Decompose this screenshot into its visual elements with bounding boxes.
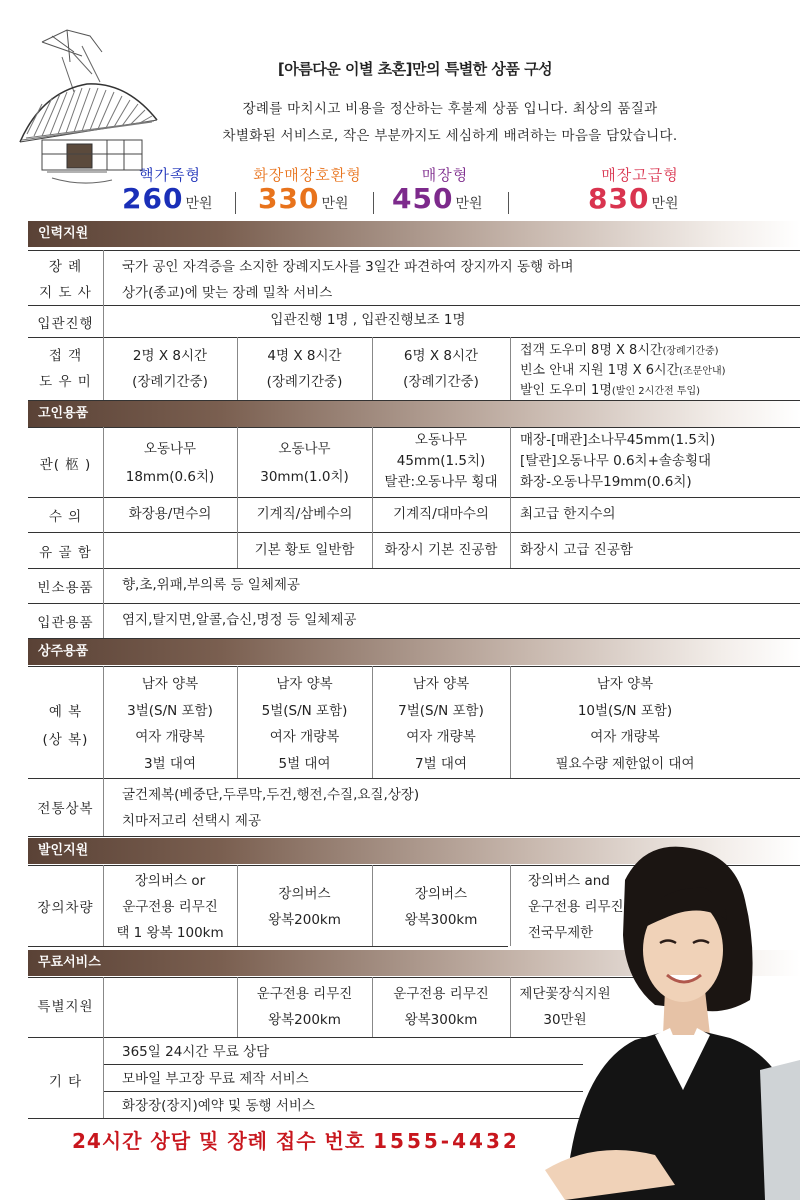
cell-line: 택 1 왕복 100km [116, 925, 224, 941]
cell-line: 장의버스 [278, 886, 331, 902]
cell-line: (장례기간중) [266, 374, 343, 390]
plan-price-1: 260 [122, 182, 184, 215]
row-label-shroud: 수 의 [48, 509, 83, 525]
cell-line: 왕복200km [268, 912, 341, 928]
plan-price-2-wrap [258, 182, 349, 215]
plan-price-1-wrap [122, 182, 213, 215]
section-bar-mourner [28, 639, 800, 665]
cell-line [520, 361, 726, 381]
label-line: 접 객 [48, 348, 83, 364]
cell-line: 여자 개량복 [269, 729, 340, 745]
phone-caption: 24시간 상담 및 장례 접수 번호 [72, 1129, 366, 1153]
page-title: [아름다운 이별 초혼]만의 특별한 상품 구성 [277, 60, 553, 78]
plan-unit-2: 만원 [321, 196, 349, 212]
section-title: 상주용품 [38, 644, 89, 659]
cell-line: 2명 X 8시간 [132, 348, 208, 364]
col-divider [510, 337, 511, 400]
urn-plan-4: 화장시 고급 진공함 [520, 542, 633, 558]
row-label-helper [28, 343, 103, 395]
director-text [122, 254, 573, 306]
label-line: 도 우 미 [39, 374, 92, 390]
text-line: 굴건제복(베중단,두루막,두건,행전,수질,요질,상장) [122, 787, 420, 803]
text-line: 치마저고리 선택시 제공 [122, 813, 261, 829]
cell-note: (장례기간중) [662, 346, 719, 357]
row-divider [28, 836, 800, 837]
urn-plan-3: 화장시 기본 진공함 [384, 542, 498, 558]
cell-line: 매장-[매관]소나무45mm(1.5치) [520, 432, 716, 448]
cell-line: 왕복200km [268, 1012, 341, 1028]
cell-line: 남자 양복 [412, 676, 470, 692]
cell-text: 발인 도우미 1명 [520, 383, 612, 398]
coffining-text: 입관진행 1명 , 입관진행보조 1명 [270, 312, 466, 328]
etc-item-1: 365일 24시간 무료 상담 [122, 1044, 270, 1060]
cell-text: 접객 도우미 8명 X 8시간 [520, 343, 663, 358]
shroud-plan-1: 화장용/면수의 [128, 506, 212, 522]
plan-price-4: 830 [588, 182, 650, 215]
text-line: 국가 공인 자격증을 소지한 장례지도사를 3일간 파견하여 장지까지 동행 하며 [122, 259, 574, 275]
coffin-plan-1 [103, 435, 237, 491]
label-line: 지 도 사 [39, 285, 92, 301]
row-divider [28, 497, 800, 498]
row-divider [28, 427, 800, 428]
row-divider [28, 337, 800, 338]
row-label-altar: 빈소용품 [37, 580, 94, 596]
traditional-text [122, 782, 419, 834]
cell-line: 장의버스 and [528, 873, 610, 889]
section-title: 인력지원 [38, 226, 89, 241]
cell-line: 탈관:오동나무 횡대 [384, 474, 498, 490]
row-divider [28, 532, 800, 533]
cell-line: 전국무제한 [528, 925, 594, 941]
row-label-suit [28, 698, 103, 754]
row-label-urn: 유 골 함 [39, 545, 92, 561]
section-title: 무료서비스 [38, 955, 101, 970]
cell-line: (장례기간중) [132, 374, 208, 390]
row-divider [28, 946, 508, 947]
cell-line: 남자 양복 [596, 676, 654, 692]
section-bar-staff [28, 221, 800, 247]
cell-line: 왕복300km [404, 1012, 478, 1028]
helper-plan-3 [372, 343, 510, 395]
cell-line: 30만원 [543, 1012, 587, 1028]
phone-number[interactable]: 1555-4432 [373, 1129, 520, 1153]
row-label-director [28, 254, 103, 306]
row-divider [28, 250, 800, 251]
coffin-plan-3 [372, 430, 510, 493]
cell-line [520, 341, 726, 361]
cell-line: 3벌(S/N 포함) [127, 702, 213, 719]
label-line: 예 복 [48, 704, 83, 720]
phone-line [72, 1125, 520, 1154]
row-divider [28, 568, 800, 569]
coffin-plan-2 [237, 435, 372, 491]
row-label-coffin: 관( 柩 ) [39, 457, 92, 473]
intro-line-1: 장례를 마치시고 비용을 정산하는 후불제 상품 입니다. 최상의 품질과 [242, 101, 658, 117]
cell-line: 10벌(S/N 포함) [577, 702, 673, 719]
row-divider [28, 666, 800, 667]
cell-line: 오동나무 [278, 441, 331, 457]
special-plan-2 [237, 981, 372, 1033]
special-plan-3 [372, 981, 510, 1033]
row-divider [28, 603, 800, 604]
urn-plan-2: 기본 황토 일반함 [254, 542, 355, 558]
label-line: 장 례 [48, 259, 83, 275]
cell-line: 5벌 대여 [278, 755, 331, 772]
cell-line [520, 381, 726, 401]
helper-plan-1 [103, 343, 237, 395]
cell-line: 여자 개량복 [135, 729, 205, 745]
row-divider [28, 778, 800, 779]
vehicle-plan-3 [372, 881, 510, 933]
vehicle-plan-1 [103, 868, 237, 946]
helper-plan-4 [520, 341, 726, 401]
cell-line: 45mm(1.5치) [396, 453, 486, 469]
plan-unit-3: 만원 [455, 196, 483, 212]
shroud-plan-3: 기계직/대마수의 [393, 506, 489, 522]
cell-line: 운구전용 리무진 [393, 986, 489, 1002]
cell-line: 7벌(S/N 포함) [398, 702, 484, 719]
consultant-woman-photo [505, 840, 800, 1200]
cell-line: 남자 양복 [276, 676, 333, 692]
plan-unit-4: 만원 [651, 196, 679, 212]
row-divider [28, 1118, 588, 1119]
plan-separator [373, 192, 374, 214]
cell-line: 필요수량 제한없이 대여 [555, 755, 695, 772]
cell-text: 빈소 안내 지원 1명 X 6시간 [520, 363, 680, 378]
plan-name-1: 핵가족형 [139, 166, 201, 184]
cell-line: 왕복300km [404, 912, 478, 928]
row-label-etc: 기 타 [48, 1074, 83, 1090]
plan-name-3: 매장형 [421, 166, 469, 184]
cell-line: 장의버스 or [134, 873, 206, 889]
cell-line: 운구전용 리무진 [122, 899, 218, 915]
cell-note: (조문안내) [679, 366, 726, 377]
cell-line: 남자 양복 [141, 676, 199, 692]
etc-item-2: 모바일 부고장 무료 제작 서비스 [122, 1071, 309, 1087]
cell-line: 5벌(S/N 포함) [261, 702, 348, 719]
plan-price-3: 450 [392, 182, 454, 215]
cell-line: 오동나무 [143, 441, 197, 457]
section-title: 발인지원 [38, 843, 89, 858]
row-label-coffining: 입관진행 [37, 316, 94, 332]
helper-plan-2 [237, 343, 372, 395]
cell-line: 장의버스 [414, 886, 468, 902]
cell-line: [탈관]오동나무 0.6치+솔송횡대 [520, 453, 712, 469]
cell-line: 운구전용 리무진 [256, 986, 353, 1002]
row-label-coffin-goods: 입관용품 [37, 615, 94, 631]
shroud-plan-4: 최고급 한지수의 [520, 506, 616, 522]
row-label-traditional: 전통상복 [37, 801, 94, 817]
shroud-plan-2: 기계직/삼베수의 [256, 506, 353, 522]
plan-separator [235, 192, 236, 214]
etc-item-3: 화장장(장지)예약 및 동행 서비스 [122, 1098, 315, 1114]
intro-line-2: 차별화된 서비스로, 작은 부분까지도 세심하게 배려하는 마음을 담았습니다. [222, 128, 678, 144]
col-divider [510, 427, 511, 568]
plan-unit-1: 만원 [185, 196, 213, 212]
section-bar-goods [28, 401, 800, 427]
plan-price-3-wrap [392, 182, 483, 215]
suit-plan-1 [103, 671, 237, 777]
label-line: (상 복) [42, 732, 89, 748]
suit-plan-3 [372, 671, 510, 777]
section-title: 고인용품 [38, 406, 89, 421]
row-label-vehicle: 장의차량 [37, 900, 94, 916]
cell-note: (발인 2시간전 투입) [611, 386, 701, 397]
suit-plan-4 [510, 671, 740, 777]
cell-line: 4명 X 8시간 [267, 348, 342, 364]
cell-line: 7벌 대여 [414, 755, 467, 772]
cell-line: 3벌 대여 [143, 755, 196, 772]
cell-line: 화장-오동나무19mm(0.6치) [520, 474, 692, 490]
cell-line: 6명 X 8시간 [403, 348, 479, 364]
cell-line: 제단꽃장식지원 [519, 986, 611, 1002]
cell-line: 18mm(0.6치) [125, 469, 215, 485]
coffin-goods-text: 염지,탈지면,알콜,습신,명정 등 일체제공 [122, 612, 357, 628]
altar-text: 향,초,위패,부의록 등 일체제공 [122, 577, 300, 593]
vehicle-plan-2 [237, 881, 372, 933]
cell-line: 30mm(1.0치) [260, 469, 349, 485]
plan-name-4: 매장고급형 [601, 166, 679, 184]
cell-line: 오동나무 [414, 432, 468, 448]
plan-separator [508, 192, 509, 214]
suit-plan-2 [237, 671, 372, 777]
row-label-special: 특별지원 [37, 999, 94, 1015]
cell-line: 여자 개량복 [406, 729, 476, 745]
coffin-plan-4 [520, 430, 715, 493]
plan-price-2: 330 [258, 182, 320, 215]
cell-line: 여자 개량복 [590, 729, 660, 745]
col-divider [103, 977, 104, 1118]
cell-line: (장례기간중) [403, 374, 479, 390]
cell-line: 운구전용 리무진 [528, 899, 624, 915]
plan-price-4-wrap [588, 182, 679, 215]
plan-name-2: 화장매장호환형 [253, 166, 362, 184]
text-line: 상가(종교)에 맞는 장례 밀착 서비스 [122, 285, 333, 301]
